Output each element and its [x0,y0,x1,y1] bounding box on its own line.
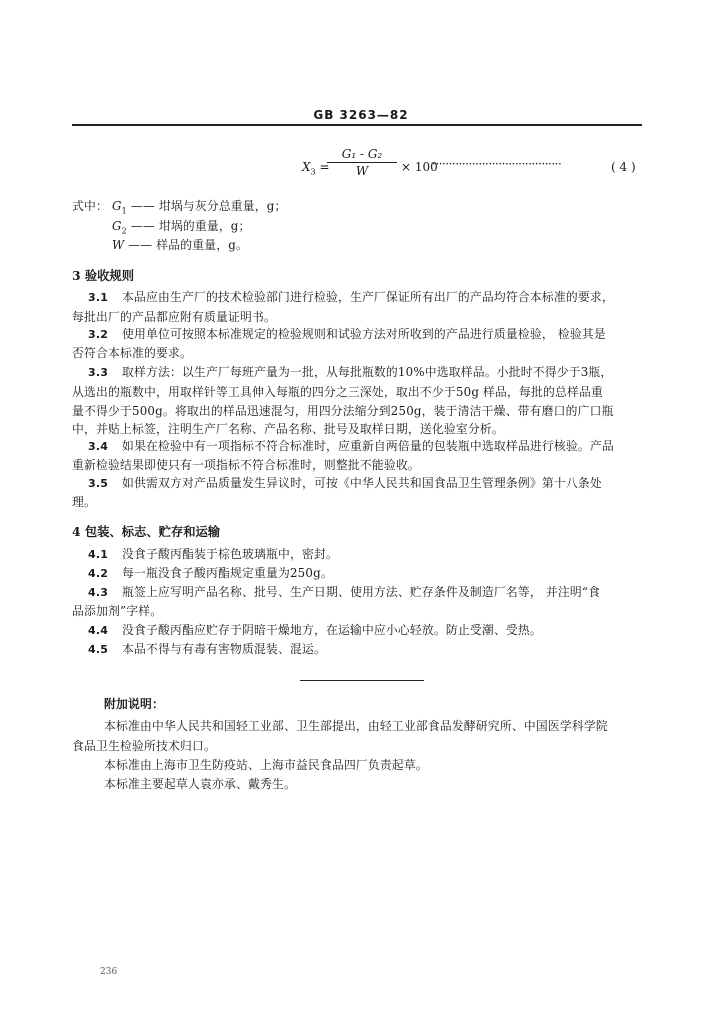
clause-3-2: 3.2 使用单位可按照本标准规定的检验规则和试验方法对所收到的产品进行质量检验， 检验其是 [88,327,606,341]
formula-numerator: G₁ - G₂ [327,147,397,163]
formula-lhs: $X_3$ = [302,160,330,177]
appendix-line: 本标准由上海市卫生防疫站、上海市益民食品四厂负责起草。 [104,758,428,772]
clause-4-2: 4.2 每一瓶没食子酸丙酯规定重量为250g。 [88,566,333,580]
formula-leader-dots: ······································· [432,157,562,171]
clause-3-1: 3.1 本品应由生产厂的技术检验部门进行检验，生产厂保证所有出厂的产品均符合本标准的要求， [88,290,614,304]
formula-multiplier: × 100 [401,160,438,174]
clause-4-5: 4.5 本品不得与有毒有害物质混装、混运。 [88,642,326,656]
clause-3-3-cont: 从选出的瓶数中，用取样针等工具伸入每瓶的四分之三深处，取出不少于50g 样品，每批的总样品重 [72,385,603,399]
appendix-line: 食品卫生检验所技术归口。 [72,739,216,753]
standard-code: GB 3263—82 [313,108,409,122]
appendix-line: 本标准由中华人民共和国轻工业部、卫生部提出，由轻工业部食品发酵研究所、中国医学科学院 [104,719,608,733]
clause-4-1: 4.1 没食子酸丙酯装于棕色玻璃瓶中，密封。 [88,547,338,561]
clause-4-4: 4.4 没食子酸丙酯应贮存于阴暗干燥地方，在运输中应小心轻放。防止受潮、受热。 [88,623,542,637]
legend-item: $G_2$ —— 坩埚的重量，g； [112,219,251,236]
header-rule [72,124,642,126]
clause-3-4-cont: 重新检验结果即使只有一项指标不符合标准时，则整批不能验收。 [72,458,420,472]
legend-intro: 式中： [72,199,108,213]
clause-3-2-cont: 否符合本标准的要求。 [72,346,192,360]
clause-3-1-cont: 每批出厂的产品都应附有质量证明书。 [72,310,276,324]
section-3-title: 3 验收规则 [72,268,135,283]
legend-item: W —— 样品的重量，g。 [112,238,248,252]
clause-4-3-cont: 品添加剂”字样。 [72,604,163,618]
clause-3-3-cont: 中，并贴上标签，注明生产厂名称、产品名称、批号及取样日期，送化验室分析。 [72,422,504,436]
section-divider [300,680,424,681]
section-4-title: 4 包装、标志、贮存和运输 [72,524,221,539]
clause-3-3-cont: 量不得少于500g。将取出的样品迅速混匀，用四分法缩分到250g，装于清洁干燥、带有磨口的广口瓶 [72,404,614,418]
clause-3-4: 3.4 如果在检验中有一项指标不符合标准时，应重新自两倍量的包装瓶中选取样品进行核验。产品 [88,439,614,453]
clause-3-5-cont: 理。 [72,495,96,509]
clause-3-5: 3.5 如供需双方对产品质量发生异议时，可按《中华人民共和国食品卫生管理条例》第十八条处 [88,476,602,490]
appendix-title: 附加说明： [104,697,164,711]
formula-fraction [327,147,397,178]
clause-4-3: 4.3 瓶签上应写明产品名称、批号、生产日期、使用方法、贮存条件及制造厂名等， 并注明“食 [88,585,601,599]
appendix-line: 本标准主要起草人袁亦承、戴秀生。 [104,777,296,791]
clause-3-3: 3.3 取样方法：以生产厂每班产量为一批，从每批瓶数的10%中选取样品。小批时不得少于3瓶， [88,365,613,379]
legend-item: $G_1$ —— 坩埚与灰分总重量，g； [112,199,287,216]
formula-number: ( 4 ) [611,160,636,174]
page-number: 236 [100,967,118,977]
formula-denominator: W [355,164,369,178]
